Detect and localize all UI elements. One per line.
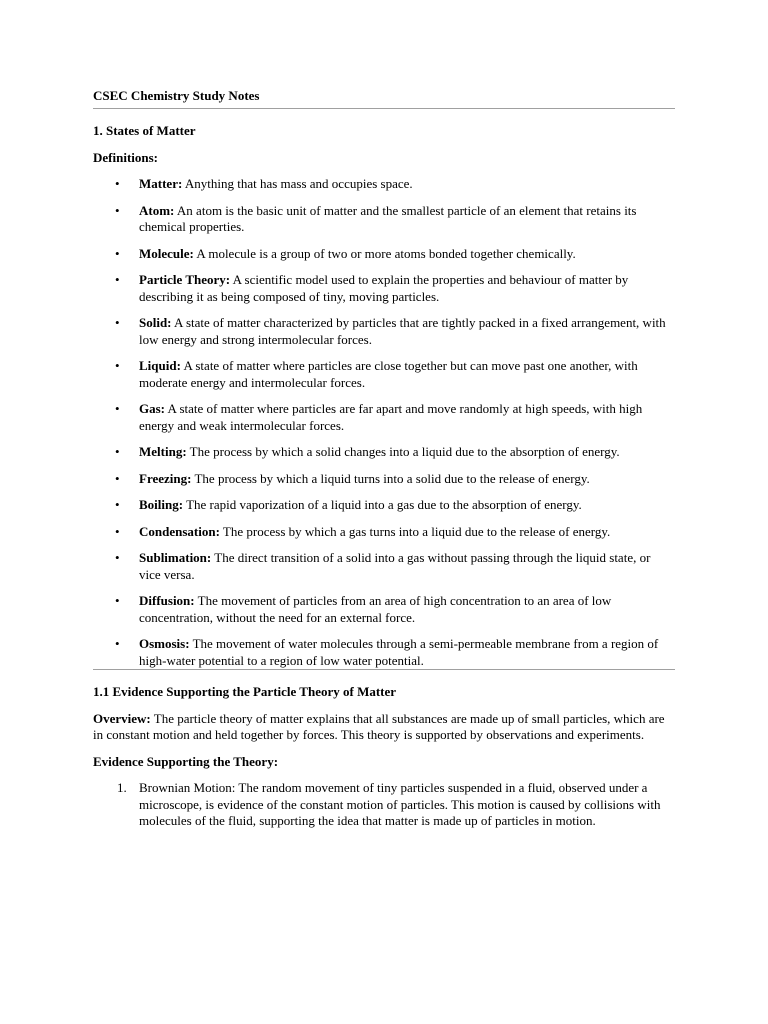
definition-text: A state of matter where particles are close together but can move past one another, with moderate energy and intermolecular forces. <box>139 358 638 390</box>
definition-text: An atom is the basic unit of matter and the smallest particle of an element that retains its chemical properties. <box>139 202 637 234</box>
definition-text: A state of matter where particles are far apart and move randomly at high speeds, with high energy and weak intermolecular forces. <box>139 401 643 433</box>
definition-text: The process by which a gas turns into a liquid due to the release of energy. <box>219 523 611 539</box>
bullet-icon: • <box>115 636 120 651</box>
definition-text: The process by which a liquid turns into a solid due to the release of energy. <box>191 470 590 486</box>
definition-term: Sublimation: <box>139 550 212 565</box>
bullet-icon: • <box>115 272 120 287</box>
evidence-list <box>93 780 675 830</box>
definition-term: Melting: <box>139 444 187 459</box>
document-title: CSEC Chemistry Study Notes <box>93 88 260 103</box>
definition-item <box>93 203 675 236</box>
evidence-label: Evidence Supporting the Theory: <box>93 753 279 769</box>
bullet-icon: • <box>115 593 120 608</box>
definition-term: Condensation: <box>139 523 220 539</box>
bullet-icon: • <box>115 176 120 191</box>
section-divider <box>93 108 675 109</box>
bullet-icon: • <box>115 245 120 261</box>
definition-term: Freezing: <box>139 470 192 486</box>
overview-label: Overview: <box>93 710 151 726</box>
definition-term: Liquid: <box>139 358 181 373</box>
bullet-icon: • <box>115 358 120 373</box>
section-divider <box>93 669 675 670</box>
evidence-text: Brownian Motion: The random movement of tiny particles suspended in a fluid, observed under a microscope, is evidence of the constant motion of particles. This motion is caused by collisions with molecules of the fluid, supporting the idea that matter is made up of particles in motion. <box>139 780 661 828</box>
definition-text: The movement of particles from an area of high concentration to an area of low concentration, without the need for an external force. <box>139 593 612 625</box>
definition-text: Anything that has mass and occupies space. <box>182 176 413 191</box>
definition-text: A state of matter characterized by particles that are tightly packed in a fixed arrangement, with low energy and strong intermolecular forces. <box>139 315 666 347</box>
bullet-icon: • <box>115 497 120 512</box>
definition-term: Solid: <box>139 315 172 330</box>
definition-item <box>93 246 675 263</box>
bullet-icon: • <box>115 444 120 459</box>
definition-term: Particle Theory: <box>139 272 231 287</box>
section-heading-states-of-matter: 1. States of Matter <box>93 123 196 138</box>
definition-text: The rapid vaporization of a liquid into a gas due to the absorption of energy. <box>183 497 582 512</box>
definition-text: A molecule is a group of two or more atoms bonded together chemically. <box>193 245 576 261</box>
definition-item <box>93 401 675 434</box>
bullet-icon: • <box>115 470 120 486</box>
definition-text: A scientific model used to explain the properties and behaviour of matter by describing it as being composed of tiny, moving particles. <box>139 272 629 304</box>
definition-item <box>93 176 675 193</box>
evidence-number: 1. <box>117 780 127 795</box>
definition-text: The movement of water molecules through a semi-permeable membrane from a region of high-water potential to a region of low water potential. <box>139 636 659 668</box>
definition-term: Osmosis: <box>139 636 190 651</box>
definition-text: The process by which a solid changes into a liquid due to the absorption of energy. <box>186 444 620 459</box>
definition-item <box>93 358 675 391</box>
bullet-icon: • <box>115 202 120 218</box>
evidence-item <box>93 780 675 830</box>
definitions-list <box>93 176 675 669</box>
definition-item <box>93 444 675 461</box>
definition-term: Boiling: <box>139 497 184 512</box>
definition-item <box>93 315 675 348</box>
definitions-label: Definitions: <box>93 149 158 165</box>
document-content <box>93 88 675 830</box>
definition-item <box>93 497 675 514</box>
definition-item <box>93 550 675 583</box>
overview-text: The particle theory of matter explains that all substances are made up of small particles, which are in constant motion and held together by forces. This theory is supported by observations and experiments. <box>93 710 665 742</box>
overview-paragraph <box>93 711 675 744</box>
definition-item <box>93 593 675 626</box>
bullet-icon: • <box>115 315 120 330</box>
section-heading-evidence: 1.1 Evidence Supporting the Particle Theory of Matter <box>93 684 397 699</box>
definition-term: Matter: <box>139 176 183 191</box>
bullet-icon: • <box>115 550 120 565</box>
definition-term: Atom: <box>139 202 175 218</box>
definition-term: Diffusion: <box>139 593 195 608</box>
definition-term: Molecule: <box>139 245 194 261</box>
definition-term: Gas: <box>139 401 165 416</box>
definition-item <box>93 524 675 541</box>
definition-item <box>93 471 675 488</box>
definition-item <box>93 272 675 305</box>
definition-text: The direct transition of a solid into a gas without passing through the liquid state, or vice versa. <box>139 550 651 582</box>
bullet-icon: • <box>115 401 120 416</box>
definition-item <box>93 636 675 669</box>
bullet-icon: • <box>115 523 120 539</box>
